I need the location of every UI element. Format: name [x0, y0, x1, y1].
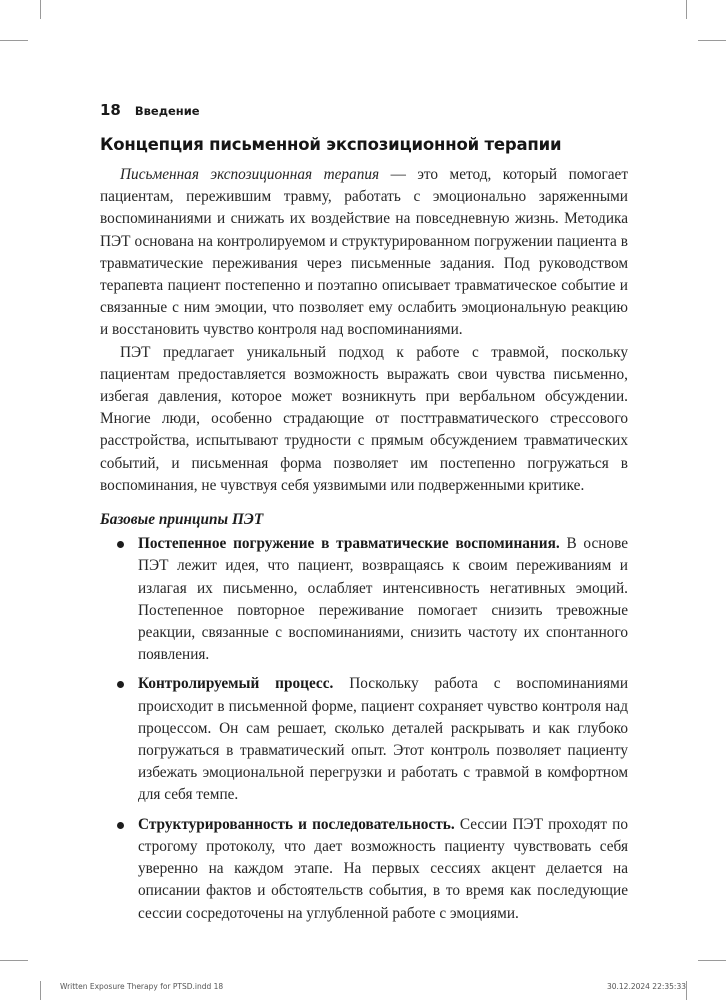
principles-heading: Базовые принципы ПЭТ — [100, 511, 264, 529]
list-item-body: Сессии ПЭТ проходят по строгому протоколу, что дает возможность пациенту чувствовать себя уверенно на каждом этапе. На первых сессиях акцент делается на описании фактов и обстоятельств события, в то время как последующие сессии сосредоточены на углубленной работе с эмоциями. — [138, 815, 628, 922]
bullet-icon — [117, 541, 124, 548]
page-number: 18 — [100, 101, 121, 119]
list-item-title: Структурированность и последовательность. — [138, 815, 455, 833]
section-title: Концепция письменной экспозиционной терапии — [100, 135, 562, 154]
list-item-title: Контролируемый процесс. — [138, 675, 334, 693]
slug-datetime: 30.12.2024 22:35:33 — [606, 982, 686, 991]
list-item-text — [138, 673, 628, 806]
list-item — [100, 814, 628, 925]
list-item-text — [138, 533, 628, 666]
list-item-title: Постепенное погружение в травматические воспоминания. — [138, 535, 560, 553]
crop-mark-bottom-left — [40, 981, 41, 1000]
crop-mark-top-left — [40, 0, 41, 19]
crop-mark-left-bottom — [0, 960, 28, 961]
list-item — [100, 533, 628, 666]
body-text — [100, 164, 628, 932]
list-item-body: Поскольку работа с воспоминаниями происходит в письменной форме, пациент сохраняет чувство контроля над процессом. Он сам решает, сколько деталей раскрывать и как глубоко погружаться в травматический опыт. Этот контроль позволяет пациенту избежать эмоциональной перегрузки и работать с травмой в комфортном для себя темпе. — [138, 675, 629, 804]
paragraph-1 — [100, 164, 628, 342]
crop-mark-right-top — [698, 40, 726, 41]
crop-mark-right-bottom — [698, 960, 726, 961]
running-title: Введение — [134, 104, 200, 118]
bullet-icon — [117, 681, 124, 688]
paragraph-1-term: Письменная экспозиционная терапия — [120, 166, 380, 183]
paragraph-2: ПЭТ предлагает уникальный подход к работе с травмой, поскольку пациентам предоставляется возможность выражать свои чувства письменно, избегая давления, которое может возникнуть при вербальном обсуждении. Многие люди, особенно страдающие от посттравматического стрессового расстройства, испытывают трудности с прямым обсуждением травматических событий, и письменная форма позволяет им постепенно погружаться в воспоминания, не чувствуя себя уязвимыми или подверженными критике. — [100, 343, 628, 494]
list-item — [100, 673, 628, 806]
slug-filename: Written Exposure Therapy for PTSD.indd 18 — [60, 982, 224, 991]
principles-list — [100, 533, 628, 924]
list-item-text — [138, 814, 628, 925]
crop-mark-bottom-right — [686, 981, 687, 1000]
running-header — [100, 101, 200, 119]
bullet-icon — [117, 822, 124, 829]
crop-mark-top-right — [686, 0, 687, 19]
crop-mark-left-top — [0, 40, 28, 41]
paragraph-1-text: — это метод, который помогает пациентам, пережившим травму, работать с эмоционально заряженными воспоминаниями и снижать их воздействие на повседневную жизнь. Методика ПЭТ основана на контролируемом и структурированном погружении пациента в травматические переживания через письменные задания. Под руководством терапевта пациент постепенно и поэтапно описывает травматическое событие и связанные с ним эмоции, что позволяет ему ослабить эмоциональную реакцию и восстановить чувство контроля над воспоминаниями. — [100, 166, 628, 339]
list-item-body: В основе ПЭТ лежит идея, что пациент, возвращаясь к своим переживаниям и излагая их письменно, ослабляет интенсивность негативных эмоций. Постепенное повторное переживание помогает снизить тревожные реакции, связанные с воспоминаниями, снизить частоту их спонтанного появления. — [138, 535, 628, 664]
